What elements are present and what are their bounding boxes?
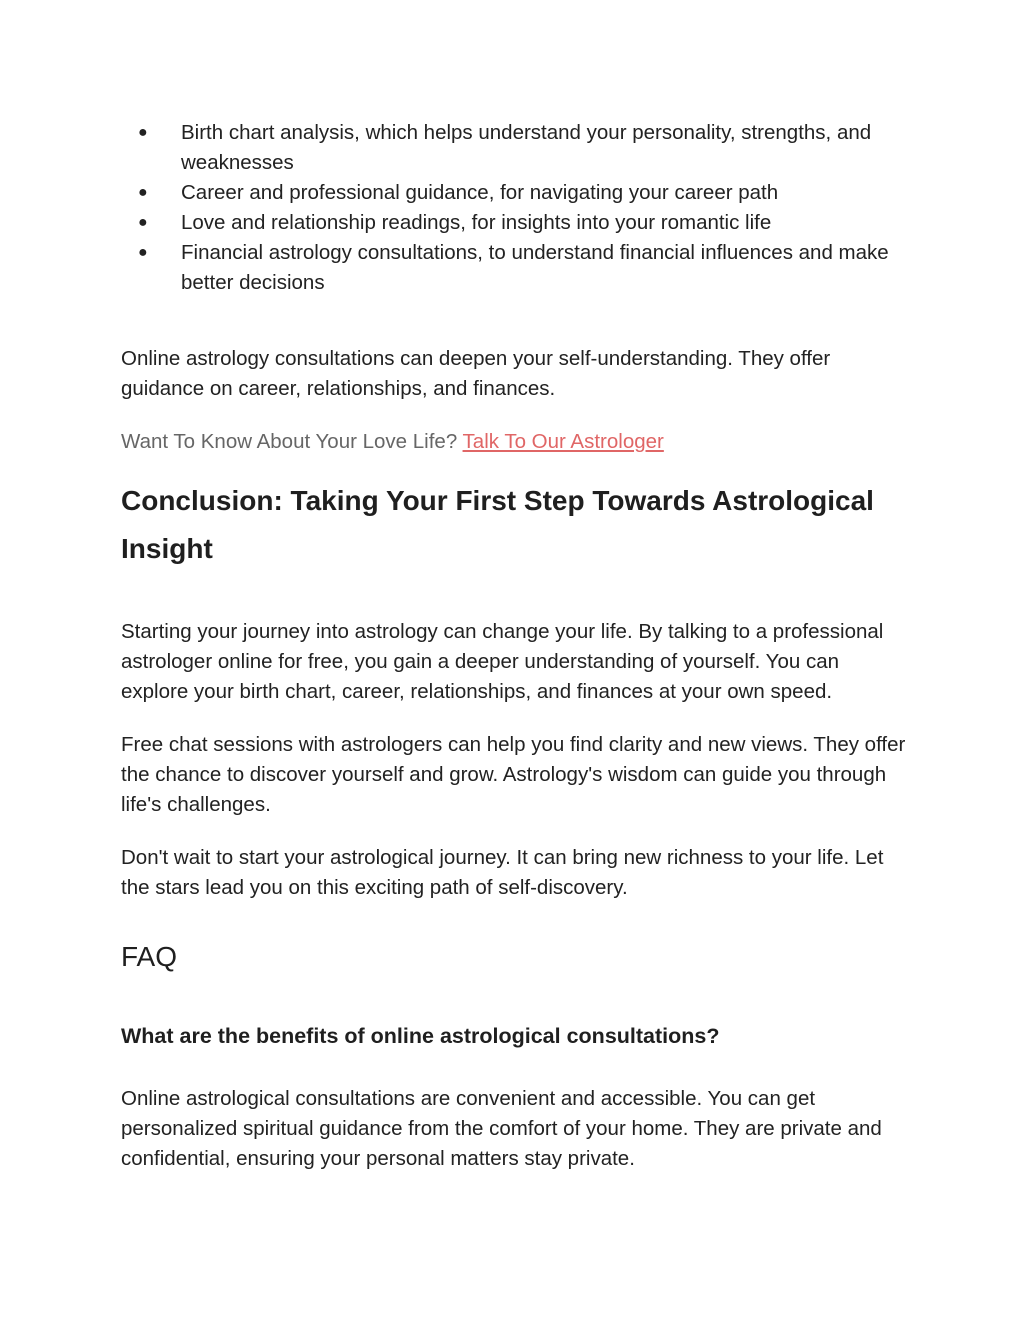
bullet-text: Love and relationship readings, for insights into your romantic life [181,211,772,234]
bullet-icon: ● [138,244,148,261]
love-life-prompt [121,427,911,457]
list-item [121,238,911,298]
list-item [121,178,911,208]
faq-question-1: What are the benefits of online astrological consultations? [121,1024,720,1048]
bullet-text: Career and professional guidance, for navigating your career path [181,181,779,204]
bullet-icon: ● [138,214,148,231]
faq-heading: FAQ [121,941,178,972]
list-item [121,208,911,238]
document-page [121,118,911,1174]
bullet-icon: ● [138,124,148,141]
faq-answer-1: Online astrological consultations are convenient and accessible. You can get personalized spiritual guidance from the comfort of your home. They are private and confidential, ensuring your personal matters stay private. [121,1087,882,1170]
talk-to-astrologer-link[interactable]: Talk To Our Astrologer [462,430,664,453]
services-bullet-list [121,118,911,298]
bullet-text: Birth chart analysis, which helps understand your personality, strengths, and weaknesses [181,121,872,174]
bullet-icon: ● [138,184,148,201]
bullet-text: Financial astrology consultations, to understand financial influences and make better decisions [181,241,889,294]
list-item [121,118,911,178]
intro-paragraph: Online astrology consultations can deepen your self-understanding. They offer guidance on career, relationships, and finances. [121,347,831,400]
conclusion-heading: Conclusion: Taking Your First Step Towards Astrological Insight [121,485,874,564]
conclusion-paragraph-2: Free chat sessions with astrologers can help you find clarity and new views. They offer the chance to discover yourself and grow. Astrology's wisdom can guide you through life's challenges. [121,733,906,816]
conclusion-paragraph-3: Don't wait to start your astrological journey. It can bring new richness to your life. Let the stars lead you on this exciting path of self-discovery. [121,846,884,899]
love-life-prompt-text: Want To Know About Your Love Life? [121,430,463,453]
conclusion-paragraph-1: Starting your journey into astrology can change your life. By talking to a professional astrologer online for free, you gain a deeper understanding of yourself. You can explore your birth chart, career, relationships, and finances at your own speed. [121,620,884,703]
